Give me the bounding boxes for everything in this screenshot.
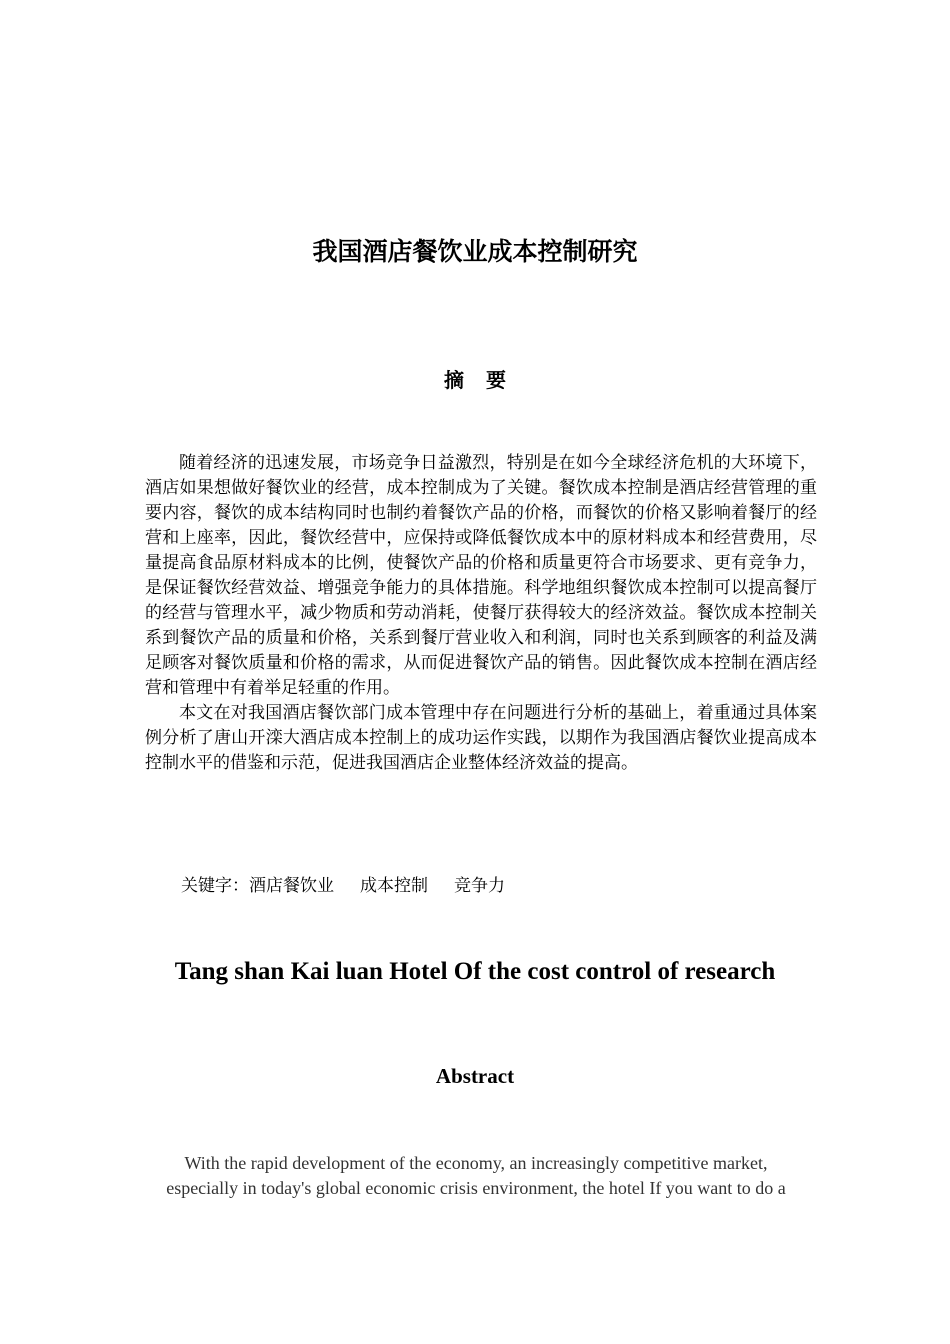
chinese-abstract-body [145,451,817,776]
english-abstract-body [145,1151,807,1201]
keyword-1: 酒店餐饮业 [249,876,334,896]
english-abstract-heading: Abstract [435,1064,515,1088]
english-abstract-line-1: With the rapid development of the economy, an increasingly competitive market, [184,1153,768,1173]
keyword-3: 竞争力 [454,876,505,896]
chinese-abstract-heading: 摘要 [444,368,528,392]
english-title: Tang shan Kai luan Hotel Of the cost control of research [174,958,776,985]
chinese-abstract-paragraph-2: 本文在对我国酒店餐饮部门成本管理中存在问题进行分析的基础上，着重通过具体案例分析了唐山开滦大酒店成本控制上的成功运作实践，以期作为我国酒店餐饮业提高成本控制水平的借鉴和示范，促进我国酒店企业整体经济效益的提高。 [145,703,817,773]
english-abstract-line-2: especially in today's global economic crisis environment, the hotel If you want to do a [166,1178,786,1198]
chinese-title: 我国酒店餐饮业成本控制研究 [312,237,638,266]
keywords-label: 关键字： [181,876,249,896]
chinese-abstract-paragraph-1: 随着经济的迅速发展，市场竞争日益激烈，特别是在如今全球经济危机的大环境下，酒店如果想做好餐饮业的经营，成本控制成为了关键。餐饮成本控制是酒店经营管理的重要内容，餐饮的成本结构同时也制约着餐饮产品的价格，而餐饮的价格又影响着餐厅的经营和上座率，因此，餐饮经营中，应保持或降低餐饮成本中的原材料成本和经营费用，尽量提高食品原材料成本的比例，使餐饮产品的价格和质量更符合市场要求、更有竞争力，是保证餐饮经营效益、增强竞争能力的具体措施。科学地组织餐饮成本控制可以提高餐厅的经营与管理水平，减少物质和劳动消耗，使餐厅获得较大的经济效益。餐饮成本控制关系到餐饮产品的质量和价格，关系到餐厅营业收入和利润，同时也关系到顾客的利益及满足顾客对餐饮质量和价格的需求，从而促进餐饮产品的销售。因此餐饮成本控制在酒店经营和管理中有着举足轻重的作用。 [145,453,817,698]
keywords-line [181,874,505,899]
keyword-2: 成本控制 [360,876,428,896]
